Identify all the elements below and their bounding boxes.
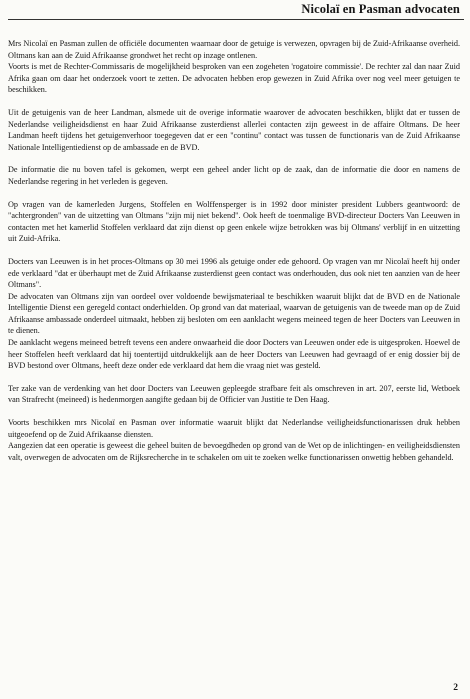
header-rule bbox=[8, 19, 464, 20]
paragraph-2: Voorts is met de Rechter-Commissaris de mogelijkheid besproken van een zogeheten 'rogatoire commissie'. De rechter zal dan naar Zuid Afrika gaan om daar het onderzoek voort te zetten. De advocaten hebben erop gewezen in Zuid Afrika over nog veel meer getuigen te beschikken. bbox=[8, 62, 460, 95]
paragraph-6: Docters van Leeuwen is in het proces-Oltmans op 30 mei 1996 als getuige onder ede gehoord. Op vragen van mr Nicolaï heeft hij onder ede verklaard "dat er überhaupt met de Zuid Afrikaanse zusterdienst geen contact was onderhouden, dus ook niet ten aanzien van de heer Oltmans". bbox=[8, 256, 460, 290]
paragraph-9: Ter zake van de verdenking van het door Docters van Leeuwen gepleegde strafbare feit als omschreven in art. 207, eerste lid, Wetboek van Strafrecht (meineed) is hedenmorgen aangifte gedaan bij de Officier van Justitie te Den Haag. bbox=[8, 383, 460, 405]
page-number: 2 bbox=[453, 683, 458, 693]
paragraph-3: Uit de getuigenis van de heer Landman, alsmede uit de overige informatie waarover de advocaten beschikken, blijkt dat er tussen de Nederlandse veiligheidsdienst en haar Zuid Afrikaanse zusterdienst allerlei contacten zijn geweest in de affaire Oltmans. De heer Landman heeft tijdens het getuigenverhoor toegegeven dat er een "continu" contact was tussen de functionaris van de Zuid Afrikaanse Nationale Intelligentiedienst op de ambassade en de BVD. bbox=[8, 107, 460, 152]
paragraph-8: De aanklacht wegens meineed betreft tevens een andere onwaarheid die door Docters van Leeuwen onder ede is uitgesproken. Hoewel de heer Stoffelen heeft verklaard dat hij toentertijd uitdrukkelijk aan de heer Docters van Leeuwen had gevraagd of er enig dossier bij de BVD bestond over Oltmans, heeft deze onder ede verklaard dat hem die vraag niet was gesteld. bbox=[8, 338, 460, 371]
paragraph-10: Voorts beschikken mrs Nicolaï en Pasman over informatie waaruit blijkt dat Nederlandse veiligheidsfunctionarissen druk hebben uitgeoefend op de Zuid Afrikaanse diensten. bbox=[8, 418, 460, 439]
document-body bbox=[8, 38, 460, 474]
paragraph-7: De advocaten van Oltmans zijn van oordeel over voldoende bewijsmateriaal te beschikken waaruit blijkt dat de BVD en de Nationale Intelligentie Dienst een geregeld contact onderhielden. Op grond van dat materiaal, waarvan de getuigenis van de tweede man op de Zuid Afrikaanse ambassade onderdeel uitmaakt, hebben zij besloten om een aanklacht wegens meineed tegen de heer Docters van Leeuwen in te dienen. bbox=[8, 291, 460, 336]
firm-header: Nicolaï en Pasman advocaten bbox=[301, 2, 460, 16]
paragraph-1: Mrs Nicolaï en Pasman zullen de officiële documenten waarnaar door de getuige is verwezen, opvragen bij de Zuid-Afrikaanse overheid. Oltmans kan aan de Zuid Afrikaanse grondwet het recht op inzage ontlenen. bbox=[8, 39, 460, 60]
paragraph-5: Op vragen van de kamerleden Jurgens, Stoffelen en Wolffensperger is in 1992 door minister president Lubbers geantwoord: de "achtergronden" van de uitzetting van Oltmans "zijn mij niet bekend". Ook heeft de toenmalige BVD-directeur Docters Van Leeuwen in contacten met het kamerlid Stoffelen verklaard dat zijn dienst op geen enkele wijze betrokken was bij Oltmans' verblijf in en uitzetting uit Zuid-Afrika. bbox=[8, 199, 460, 244]
paragraph-4: De informatie die nu boven tafel is gekomen, werpt een geheel ander licht op de zaak, dan de informatie die door en namens de Nederlandse regering in het verleden is gegeven. bbox=[8, 165, 460, 186]
paragraph-11: Aangezien dat een operatie is geweest die geheel buiten de bevoegdheden op grond van de Wet op de inlichtingen- en veiligheidsdiensten valt, overwegen de advocaten om de Rijksrecherche in te schakelen om uit te zoeken welke functionarissen onwettig hebben gehandeld. bbox=[8, 441, 460, 462]
